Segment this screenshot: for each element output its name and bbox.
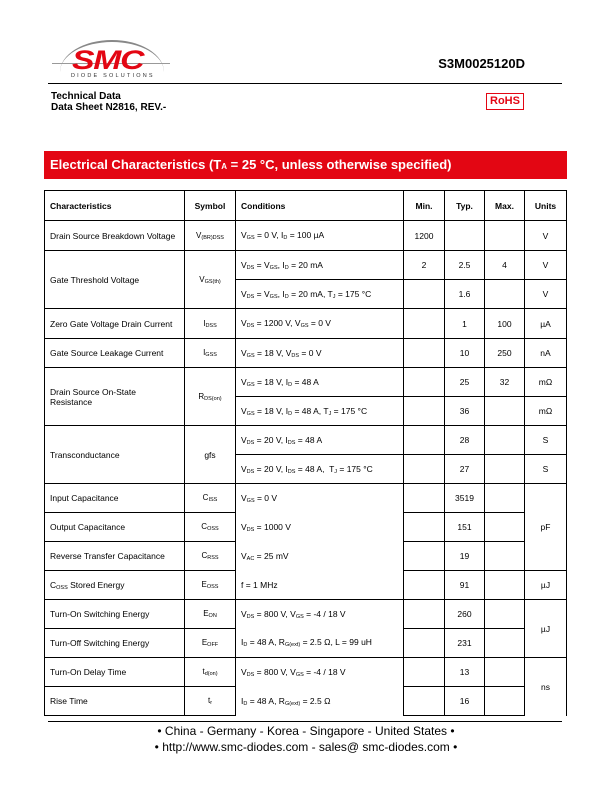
col-characteristics: Characteristics — [45, 191, 185, 221]
min-cell — [404, 484, 445, 513]
footer-contact: • http://www.smc-diodes.com - sales@ smc-diodes.com • — [154, 740, 458, 754]
char-cell: Turn-On Switching Energy — [45, 600, 185, 629]
table-row — [45, 600, 567, 629]
conditions-cell: $V_{DS} = 800$ V, $V_{GS} = -4 / 18$ V — [236, 658, 404, 687]
typ-cell: 1.6 — [445, 280, 485, 309]
symbol-cell: $C_{ISS}$ — [185, 484, 236, 513]
col-conditions: Conditions — [236, 191, 404, 221]
symbol-cell: $E_{OFF}$ — [185, 629, 236, 658]
doc-type: Technical Data — [51, 91, 121, 102]
conditions-cell: $V_{DS} = 1200$ V, $V_{GS} = 0$ V — [236, 309, 404, 339]
units-cell: V — [525, 221, 567, 251]
units-cell: µA — [525, 309, 567, 339]
char-cell: Zero Gate Voltage Drain Current — [45, 309, 185, 339]
symbol-cell: $I_{GSS}$ — [185, 339, 236, 368]
max-cell — [485, 513, 525, 542]
min-cell — [404, 513, 445, 542]
smc-logo — [52, 40, 170, 88]
units-cell: µJ — [525, 571, 567, 600]
units-cell: pF — [525, 484, 567, 571]
conditions-cell: $V_{GS} = 0$ V, $I_D = 100$ µA — [236, 221, 404, 251]
symbol-cell: $C_{RSS}$ — [185, 542, 236, 571]
min-cell — [404, 542, 445, 571]
max-cell — [485, 455, 525, 484]
title-pre: Electrical Characteristics (T — [50, 157, 222, 172]
max-cell: 100 — [485, 309, 525, 339]
typ-cell: 25 — [445, 368, 485, 397]
max-cell — [485, 221, 525, 251]
document-info — [51, 91, 166, 113]
symbol-cell: $E_{ON}$ — [185, 600, 236, 629]
typ-cell: 1 — [445, 309, 485, 339]
header-divider — [48, 83, 562, 84]
symbol-cell: $C_{OSS}$ — [185, 513, 236, 542]
conditions-cell: $V_{GS} = 18$ V, $V_{DS} = 0$ V — [236, 339, 404, 368]
typ-cell: 13 — [445, 658, 485, 687]
units-cell: V — [525, 251, 567, 280]
conditions-cell: $V_{AC} = 25$ mV — [236, 542, 404, 571]
doc-revision: Data Sheet N2816, REV.- — [51, 102, 167, 113]
min-cell — [404, 397, 445, 426]
typ-cell: 28 — [445, 426, 485, 455]
conditions-cell: $V_{DS} = 800$ V, $V_{GS} = -4 / 18$ V — [236, 600, 404, 629]
conditions-cell: $V_{DS} = 20$ V, $I_{DS} = 48$ A — [236, 426, 404, 455]
char-cell: Drain Source On-State Resistance — [45, 368, 185, 426]
conditions-cell: $V_{DS} = 1000$ V — [236, 513, 404, 542]
rohs-badge: RoHS — [486, 93, 524, 110]
col-min: Min. — [404, 191, 445, 221]
logo-subtitle: DIODE SOLUTIONS — [71, 73, 155, 79]
char-cell: $C_{OSS}$ Stored Energy — [45, 571, 185, 600]
table-header-row — [45, 191, 567, 221]
min-cell — [404, 658, 445, 687]
col-symbol: Symbol — [185, 191, 236, 221]
units-cell: µJ — [525, 600, 567, 658]
min-cell — [404, 687, 445, 716]
conditions-cell: $V_{GS} = 0$ V — [236, 484, 404, 513]
min-cell — [404, 280, 445, 309]
conditions-cell: $I_D = 48$ A, $R_{G(ext)} = 2.5$ Ω — [236, 687, 404, 716]
col-typ: Typ. — [445, 191, 485, 221]
symbol-cell: $I_{DSS}$ — [185, 309, 236, 339]
section-title — [50, 157, 452, 172]
max-cell — [485, 600, 525, 629]
char-cell: Output Capacitance — [45, 513, 185, 542]
col-units: Units — [525, 191, 567, 221]
min-cell — [404, 309, 445, 339]
table-row — [45, 339, 567, 368]
table-row — [45, 658, 567, 687]
part-number: S3M0025120D — [438, 56, 525, 71]
char-cell: Reverse Transfer Capacitance — [45, 542, 185, 571]
min-cell — [404, 368, 445, 397]
units-cell: ns — [525, 658, 567, 716]
min-cell — [404, 426, 445, 455]
min-cell — [404, 339, 445, 368]
section-banner — [44, 151, 567, 179]
max-cell — [485, 542, 525, 571]
table-row — [45, 542, 567, 571]
typ-cell: 2.5 — [445, 251, 485, 280]
max-cell — [485, 571, 525, 600]
table-row — [45, 484, 567, 513]
table-row — [45, 687, 567, 716]
footer-locations: • China - Germany - Korea - Singapore - United States • — [157, 724, 455, 738]
footer-divider — [48, 721, 562, 722]
units-cell: mΩ — [525, 397, 567, 426]
min-cell — [404, 629, 445, 658]
typ-cell: 151 — [445, 513, 485, 542]
symbol-cell: gfs — [185, 426, 236, 484]
electrical-characteristics-table — [44, 190, 567, 716]
symbol-cell: $E_{OSS}$ — [185, 571, 236, 600]
max-cell: 250 — [485, 339, 525, 368]
table-row — [45, 513, 567, 542]
conditions-cell: $V_{DS} = V_{GS}$, $I_D = 20$ mA — [236, 251, 404, 280]
min-cell — [404, 571, 445, 600]
min-cell — [404, 600, 445, 629]
min-cell: 2 — [404, 251, 445, 280]
char-cell: Turn-On Delay Time — [45, 658, 185, 687]
max-cell — [485, 687, 525, 716]
conditions-cell: $V_{DS} = V_{GS}$, $I_D = 20$ mA, $T_J = 175$ °C — [236, 280, 404, 309]
table-row — [45, 426, 567, 455]
units-cell: S — [525, 426, 567, 455]
min-cell: 1200 — [404, 221, 445, 251]
symbol-cell: $t_r$ — [185, 687, 236, 716]
table-row — [45, 251, 567, 280]
table-row — [45, 629, 567, 658]
conditions-cell: $V_{GS} = 18$ V, $I_D = 48$ A — [236, 368, 404, 397]
max-cell: 32 — [485, 368, 525, 397]
typ-cell: 3519 — [445, 484, 485, 513]
table-row — [45, 571, 567, 600]
symbol-cell: $V_{(BR)DSS}$ — [185, 221, 236, 251]
logo-text: SMC — [72, 45, 144, 75]
typ-cell: 260 — [445, 600, 485, 629]
max-cell: 4 — [485, 251, 525, 280]
max-cell — [485, 484, 525, 513]
title-sub: A — [221, 162, 228, 171]
max-cell — [485, 658, 525, 687]
typ-cell: 231 — [445, 629, 485, 658]
typ-cell: 19 — [445, 542, 485, 571]
conditions-cell: $V_{GS} = 18$ V, $I_D = 48$ A, $T_J = 175$ °C — [236, 397, 404, 426]
max-cell — [485, 397, 525, 426]
typ-cell: 16 — [445, 687, 485, 716]
min-cell — [404, 455, 445, 484]
symbol-cell: $t_{d(on)}$ — [185, 658, 236, 687]
typ-cell — [445, 221, 485, 251]
char-cell: Input Capacitance — [45, 484, 185, 513]
conditions-cell: f = 1 MHz — [236, 571, 404, 600]
units-cell: mΩ — [525, 368, 567, 397]
col-max: Max. — [485, 191, 525, 221]
typ-cell: 27 — [445, 455, 485, 484]
title-post: = 25 °C, unless otherwise specified) — [227, 157, 452, 172]
table-row — [45, 309, 567, 339]
symbol-cell: $R_{DS(on)}$ — [185, 368, 236, 426]
typ-cell: 91 — [445, 571, 485, 600]
max-cell — [485, 629, 525, 658]
table-row — [45, 368, 567, 397]
table-row — [45, 221, 567, 251]
symbol-cell: $V_{GS(th)}$ — [185, 251, 236, 309]
char-cell: Gate Threshold Voltage — [45, 251, 185, 309]
max-cell — [485, 280, 525, 309]
typ-cell: 36 — [445, 397, 485, 426]
units-cell: nA — [525, 339, 567, 368]
char-cell: Turn-Off Switching Energy — [45, 629, 185, 658]
char-cell: Gate Source Leakage Current — [45, 339, 185, 368]
units-cell: V — [525, 280, 567, 309]
char-cell: Rise Time — [45, 687, 185, 716]
conditions-cell: $I_D = 48$ A, $R_{G(ext)} = 2.5$ Ω, L = 99 uH — [236, 629, 404, 658]
typ-cell: 10 — [445, 339, 485, 368]
char-cell: Transconductance — [45, 426, 185, 484]
conditions-cell: $V_{DS} = 20$ V, $I_{DS} = 48$ A, $T_J = 175$ °C — [236, 455, 404, 484]
units-cell: S — [525, 455, 567, 484]
char-cell: Drain Source Breakdown Voltage — [45, 221, 185, 251]
max-cell — [485, 426, 525, 455]
